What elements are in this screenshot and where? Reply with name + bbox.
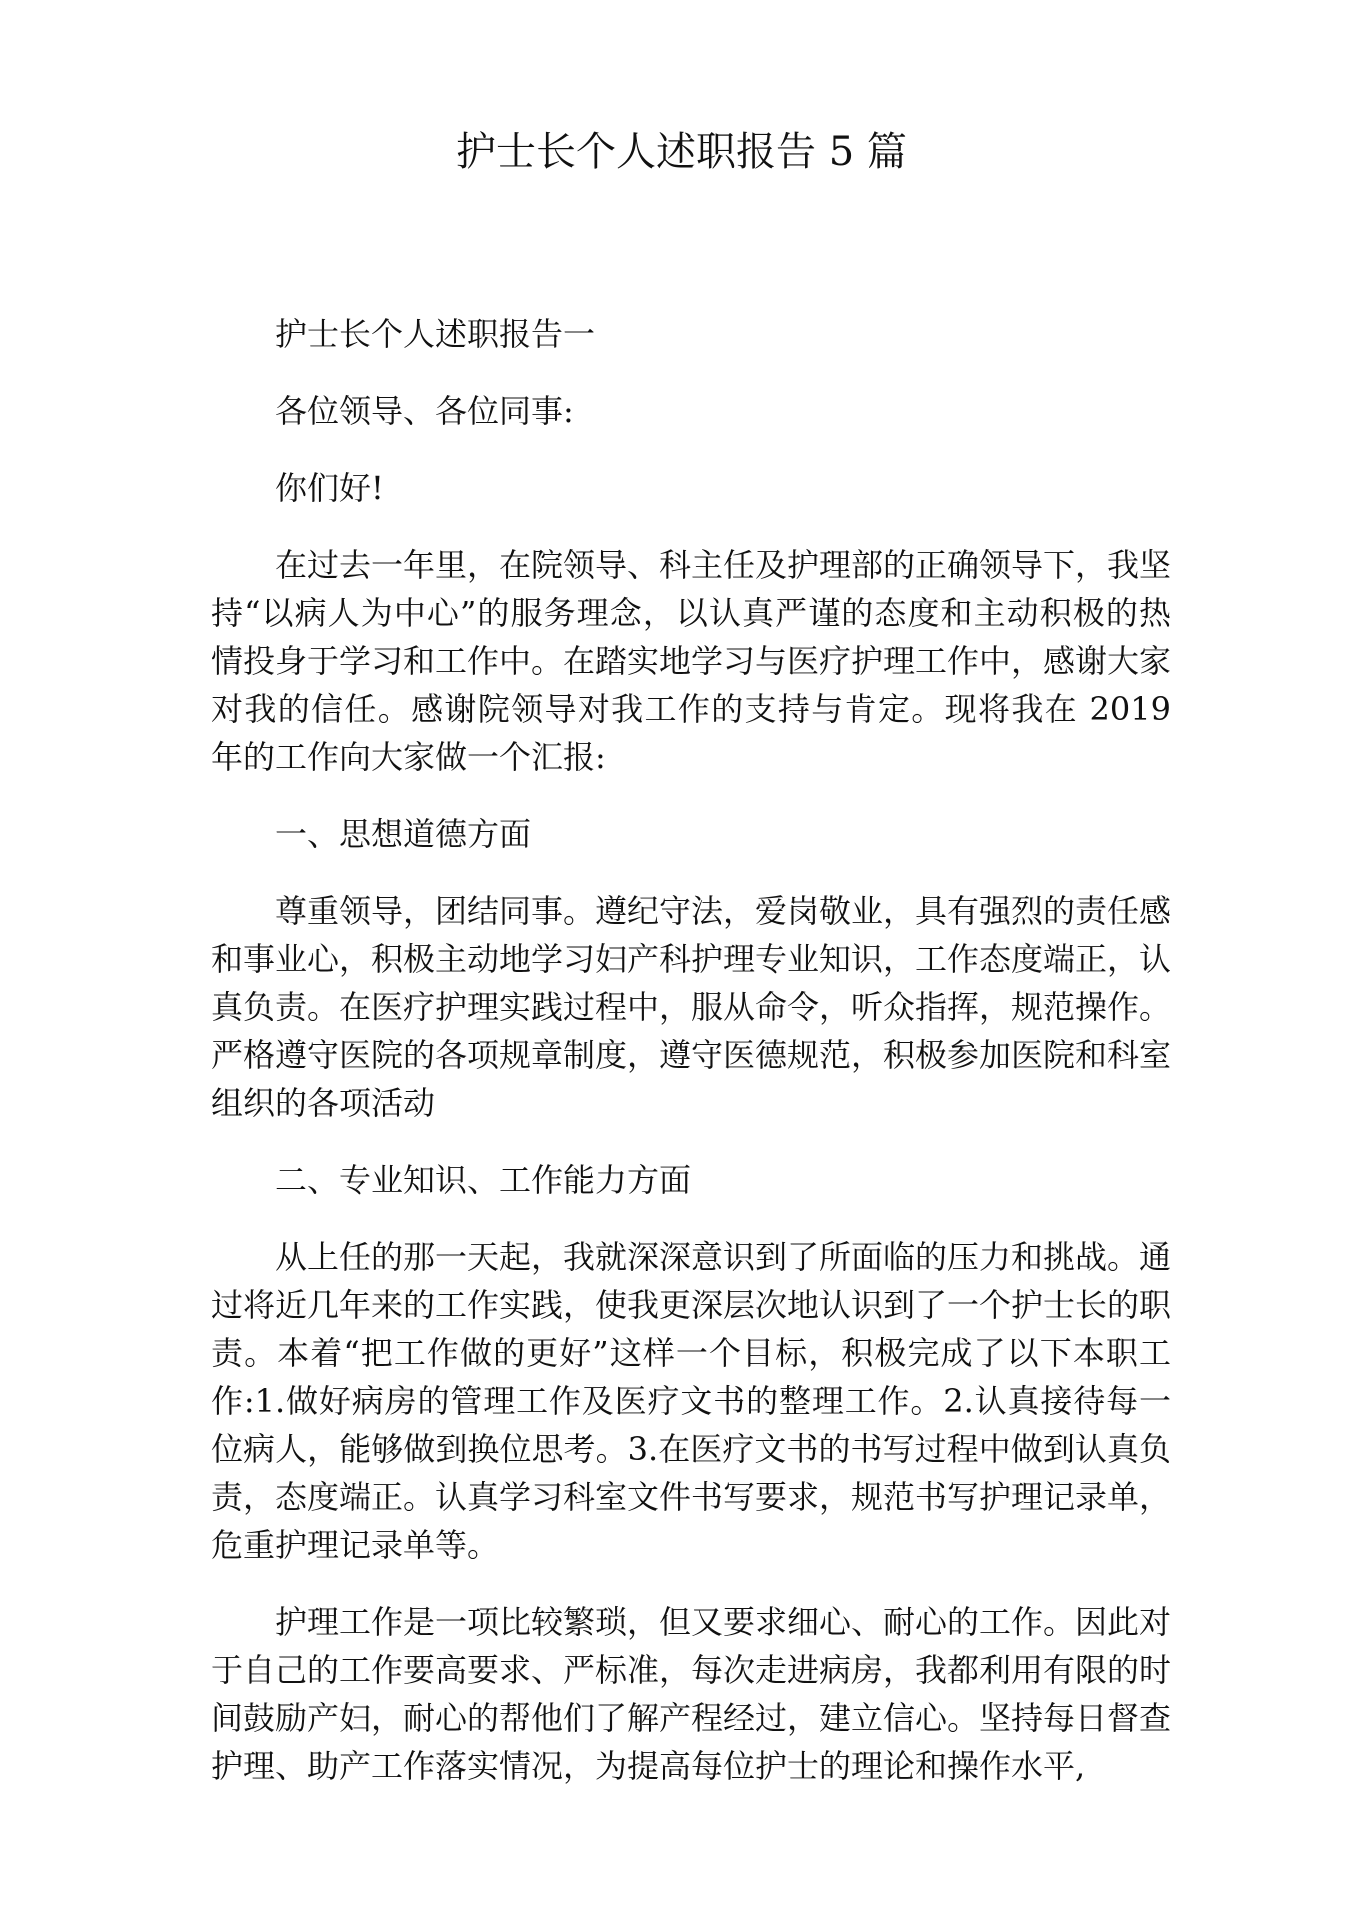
nursing-work-paragraph: 护理工作是一项比较繁琐，但又要求细心、耐心的工作。因此对于自己的工作要高要求、严标准，每次走进病房，我都利用有限的时间鼓励产妇，耐心的帮他们了解产程经过，建立信心。坚持每日督查护理、助产工作落实情况，为提高每位护士的理论和操作水平, [211,1603,1172,1785]
section-heading-morality: 一、思想道德方面 [275,815,532,853]
section-heading-professional: 二、专业知识、工作能力方面 [275,1161,692,1199]
professional-paragraph: 从上任的那一天起，我就深深意识到了所面临的压力和挑战。通过将近几年来的工作实践，使我更深层次地认识到了一个护士长的职责。本着“把工作做的更好”这样一个目标，积极完成了以下本职工作:1.做好病房的管理工作及医疗文书的整理工作。2.认真接待每一位病人，能够做到换位思考。3.在医疗文书的书写过程中做到认真负责，态度端正。认真学习科室文件书写要求，规范书写护理记录单，危重护理记录单等。 [211,1238,1172,1564]
document-title: 护士长个人述职报告 5 篇 [456,129,907,175]
intro-paragraph: 在过去一年里，在院领导、科主任及护理部的正确领导下，我坚持“以病人为中心”的服务理念，以认真严谨的态度和主动积极的热情投身于学习和工作中。在踏实地学习与医疗护理工作中，感谢大家对我的信任。感谢院领导对我工作的支持与肯定。现将我在 2019 年的工作向大家做一个汇报: [211,546,1172,776]
salutation: 各位领导、各位同事: [275,392,574,430]
report-heading: 护士长个人述职报告一 [275,315,596,353]
morality-paragraph: 尊重领导，团结同事。遵纪守法，爱岗敬业，具有强烈的责任感和事业心，积极主动地学习妇产科护理专业知识，工作态度端正，认真负责。在医疗护理实践过程中，服从命令，听众指挥，规范操作。严格遵守医院的各项规章制度，遵守医德规范，积极参加医院和科室组织的各项活动 [211,892,1172,1122]
document-body [211,310,1171,1790]
greeting: 你们好! [275,469,384,507]
